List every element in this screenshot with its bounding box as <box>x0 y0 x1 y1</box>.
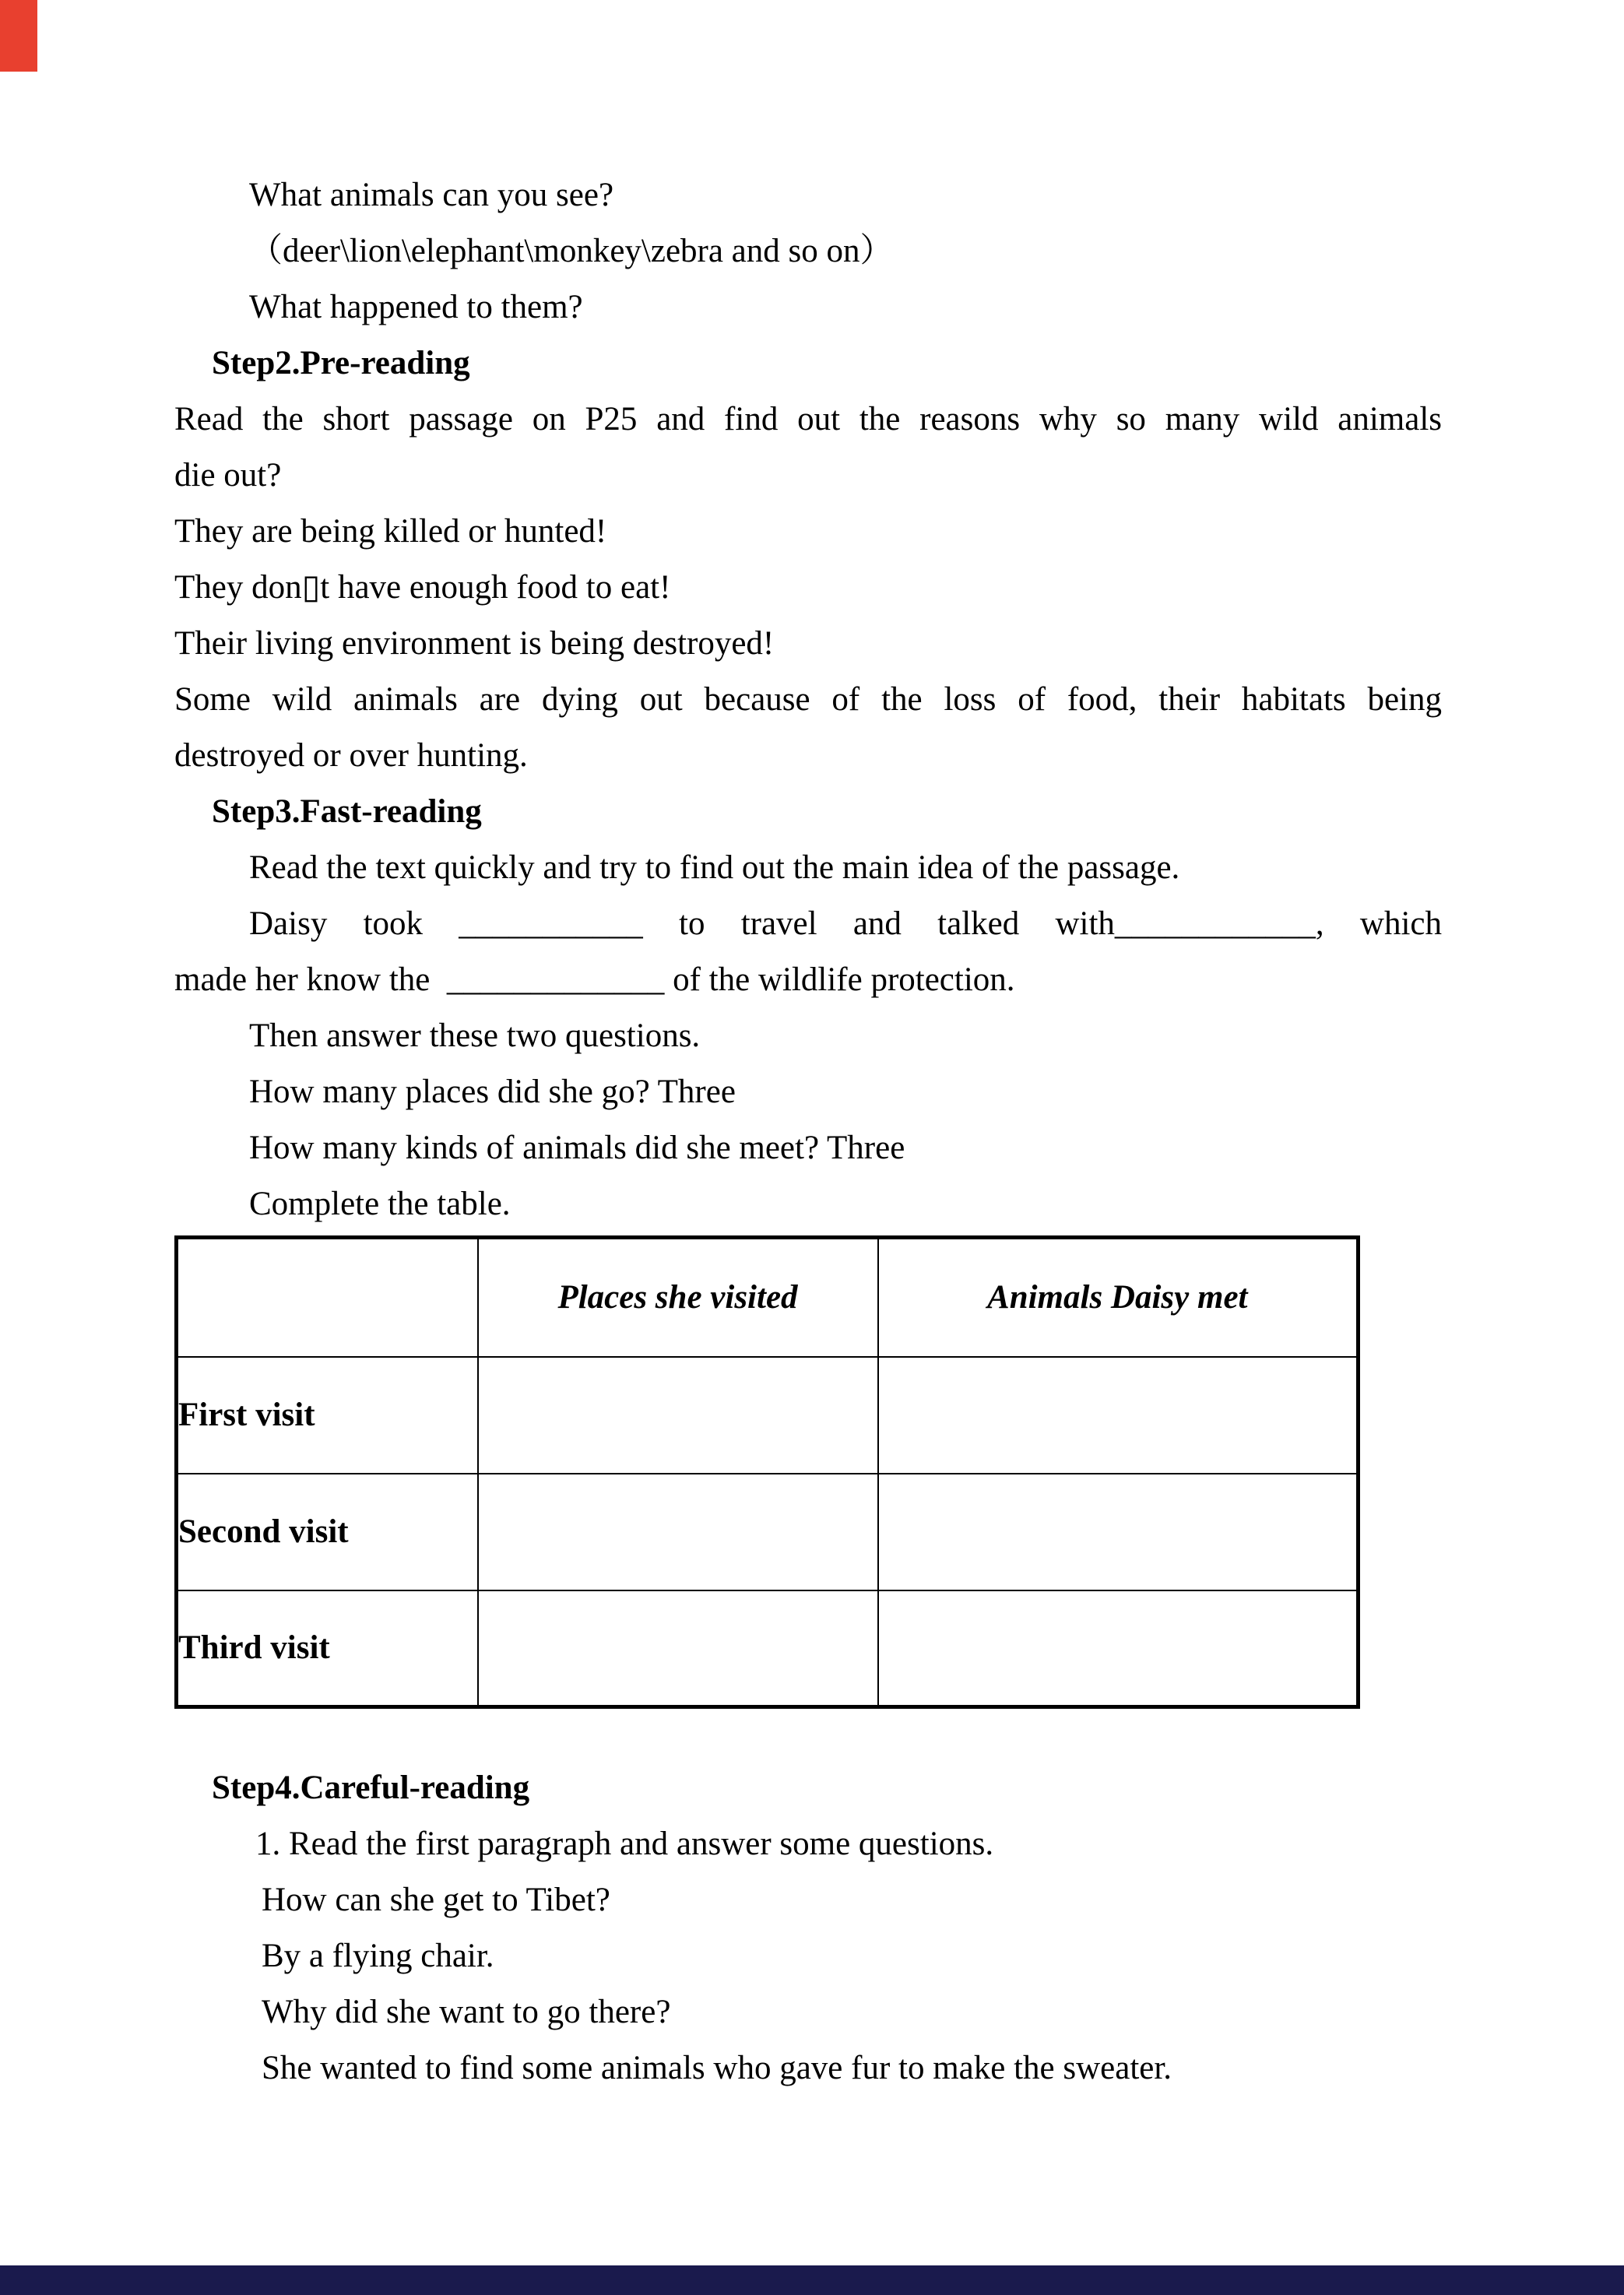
table-row-second-visit <box>177 1474 1359 1590</box>
reason-killed: They are being killed or hunted! <box>174 513 607 550</box>
step3-heading: Step3.Fast-reading <box>212 793 482 830</box>
table-header-places: Places she visited <box>478 1238 878 1357</box>
cell-third-visit-animals <box>878 1590 1359 1707</box>
complete-table-instruction: Complete the table. <box>249 1186 511 1222</box>
summary-line1: Some wild animals are dying out because of the loss of food, their habitats being <box>174 681 1442 718</box>
gapfill-line2: made her know the _____________ of the wildlife protection. <box>174 961 1015 998</box>
reason-environment: Their living environment is being destroyed! <box>174 625 775 662</box>
question-places: How many places did she go? Three <box>249 1074 736 1110</box>
table-row-third-visit <box>177 1590 1359 1707</box>
pre-reading-task-line1: Read the short passage on P25 and find out the reasons why so many wild animals <box>174 401 1442 438</box>
question-tibet: How can she get to Tibet? <box>262 1882 610 1918</box>
answer-animal-list: （deer\lion\elephant\monkey\zebra and so on） <box>249 233 894 269</box>
cell-second-visit-places <box>478 1474 878 1590</box>
table-row-first-visit <box>177 1357 1359 1474</box>
table-header-row <box>177 1238 1359 1357</box>
careful-reading-task1: 1. Read the first paragraph and answer some questions. <box>255 1826 994 1862</box>
question-why-go: Why did she want to go there? <box>262 1994 671 2030</box>
red-corner-mark <box>0 0 37 72</box>
row-label-first-visit: First visit <box>177 1357 478 1474</box>
pre-reading-task-line2: die out? <box>174 457 282 494</box>
step4-heading: Step4.Careful-reading <box>212 1770 530 1806</box>
cell-second-visit-animals <box>878 1474 1359 1590</box>
table-header-animals: Animals Daisy met <box>878 1238 1359 1357</box>
cell-first-visit-places <box>478 1357 878 1474</box>
answer-questions-intro: Then answer these two questions. <box>249 1017 701 1054</box>
answer-flying-chair: By a flying chair. <box>262 1938 494 1974</box>
question-what-happened: What happened to them? <box>249 289 583 325</box>
footer-bar <box>0 2265 1624 2295</box>
visits-table <box>174 1235 1360 1709</box>
question-what-animals: What animals can you see? <box>249 177 614 213</box>
document-body <box>174 167 1442 2096</box>
table-corner-cell <box>177 1238 478 1357</box>
gapfill-line1: Daisy took ___________ to travel and talked with____________, which <box>249 905 1442 942</box>
answer-find-animals: She wanted to find some animals who gave fur to make the sweater. <box>262 2050 1172 2086</box>
cell-third-visit-places <box>478 1590 878 1707</box>
step2-heading: Step2.Pre-reading <box>212 345 470 381</box>
question-kinds: How many kinds of animals did she meet? Three <box>249 1130 905 1166</box>
row-label-second-visit: Second visit <box>177 1474 478 1590</box>
summary-line2: destroyed or over hunting. <box>174 737 528 774</box>
row-label-third-visit: Third visit <box>177 1590 478 1707</box>
cell-first-visit-animals <box>878 1357 1359 1474</box>
fast-reading-task: Read the text quickly and try to find out the main idea of the passage. <box>249 849 1180 886</box>
reason-food: They don▯t have enough food to eat! <box>174 569 671 606</box>
